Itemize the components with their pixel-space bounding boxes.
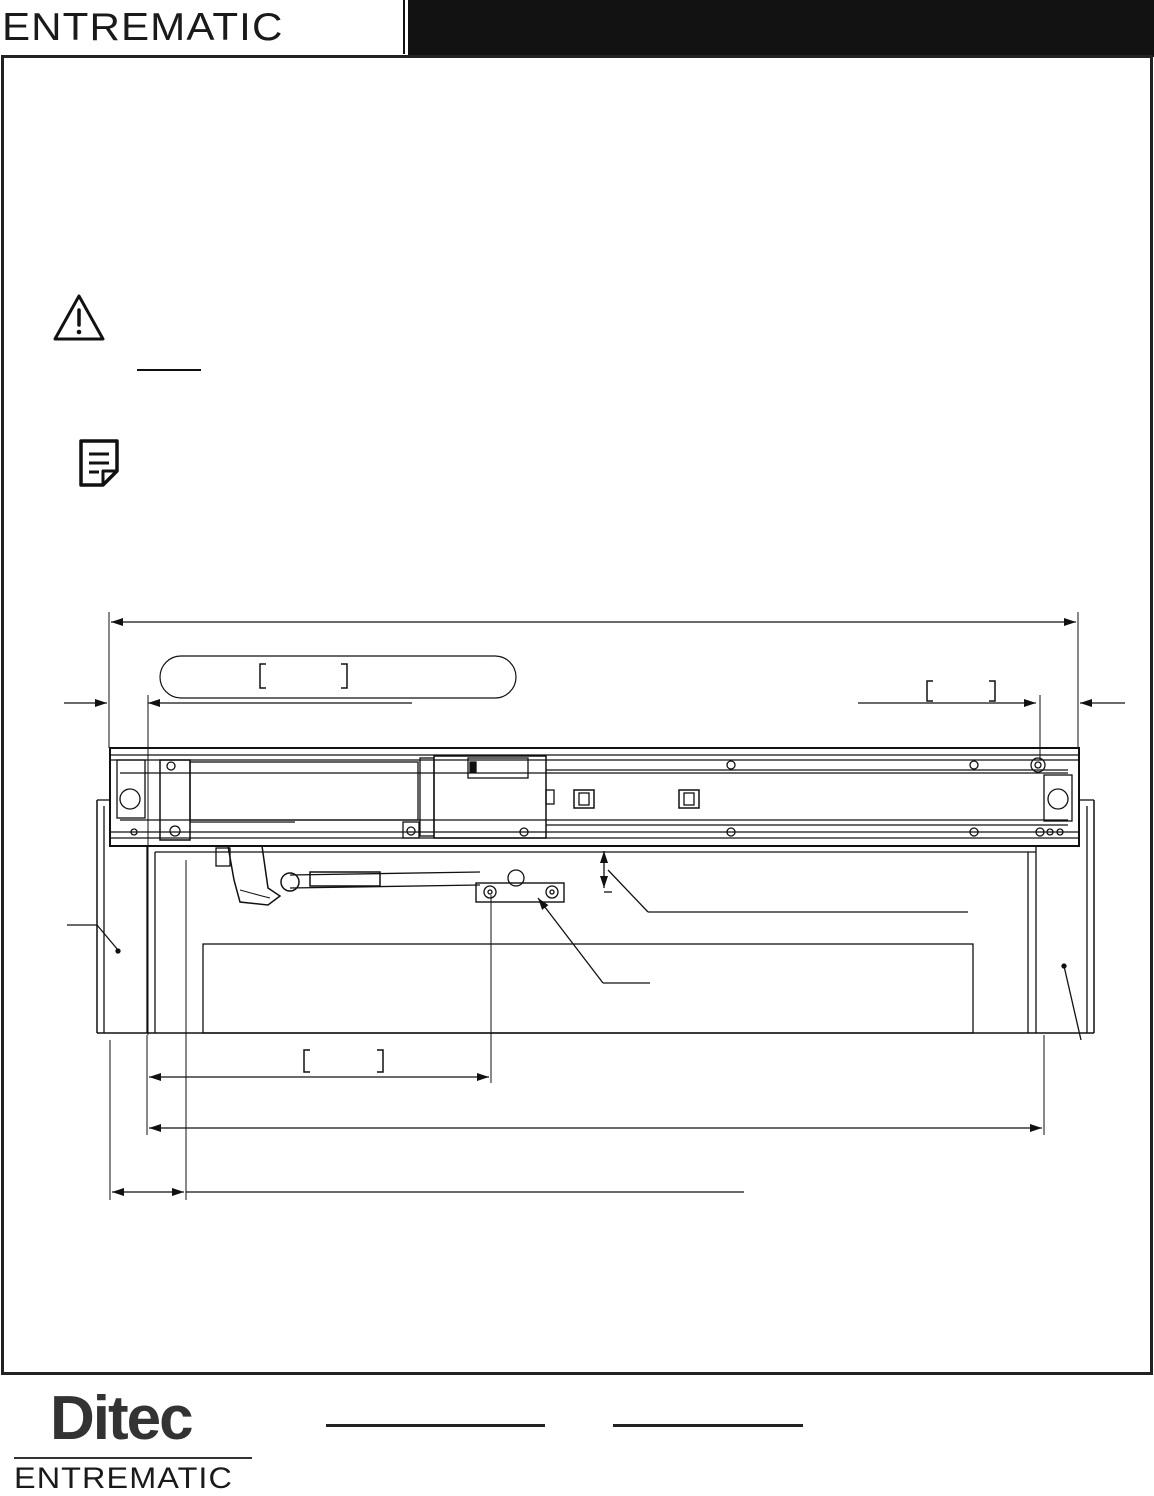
entrematic-footer-logo: ENTREMATIC <box>14 1462 234 1495</box>
signature-line-2 <box>613 1424 803 1427</box>
ditec-logo: Ditec <box>50 1384 192 1453</box>
entrematic-logo: ENTREMATIC <box>2 6 284 49</box>
logo-divider <box>14 1457 252 1459</box>
signature-line-1 <box>326 1424 545 1427</box>
